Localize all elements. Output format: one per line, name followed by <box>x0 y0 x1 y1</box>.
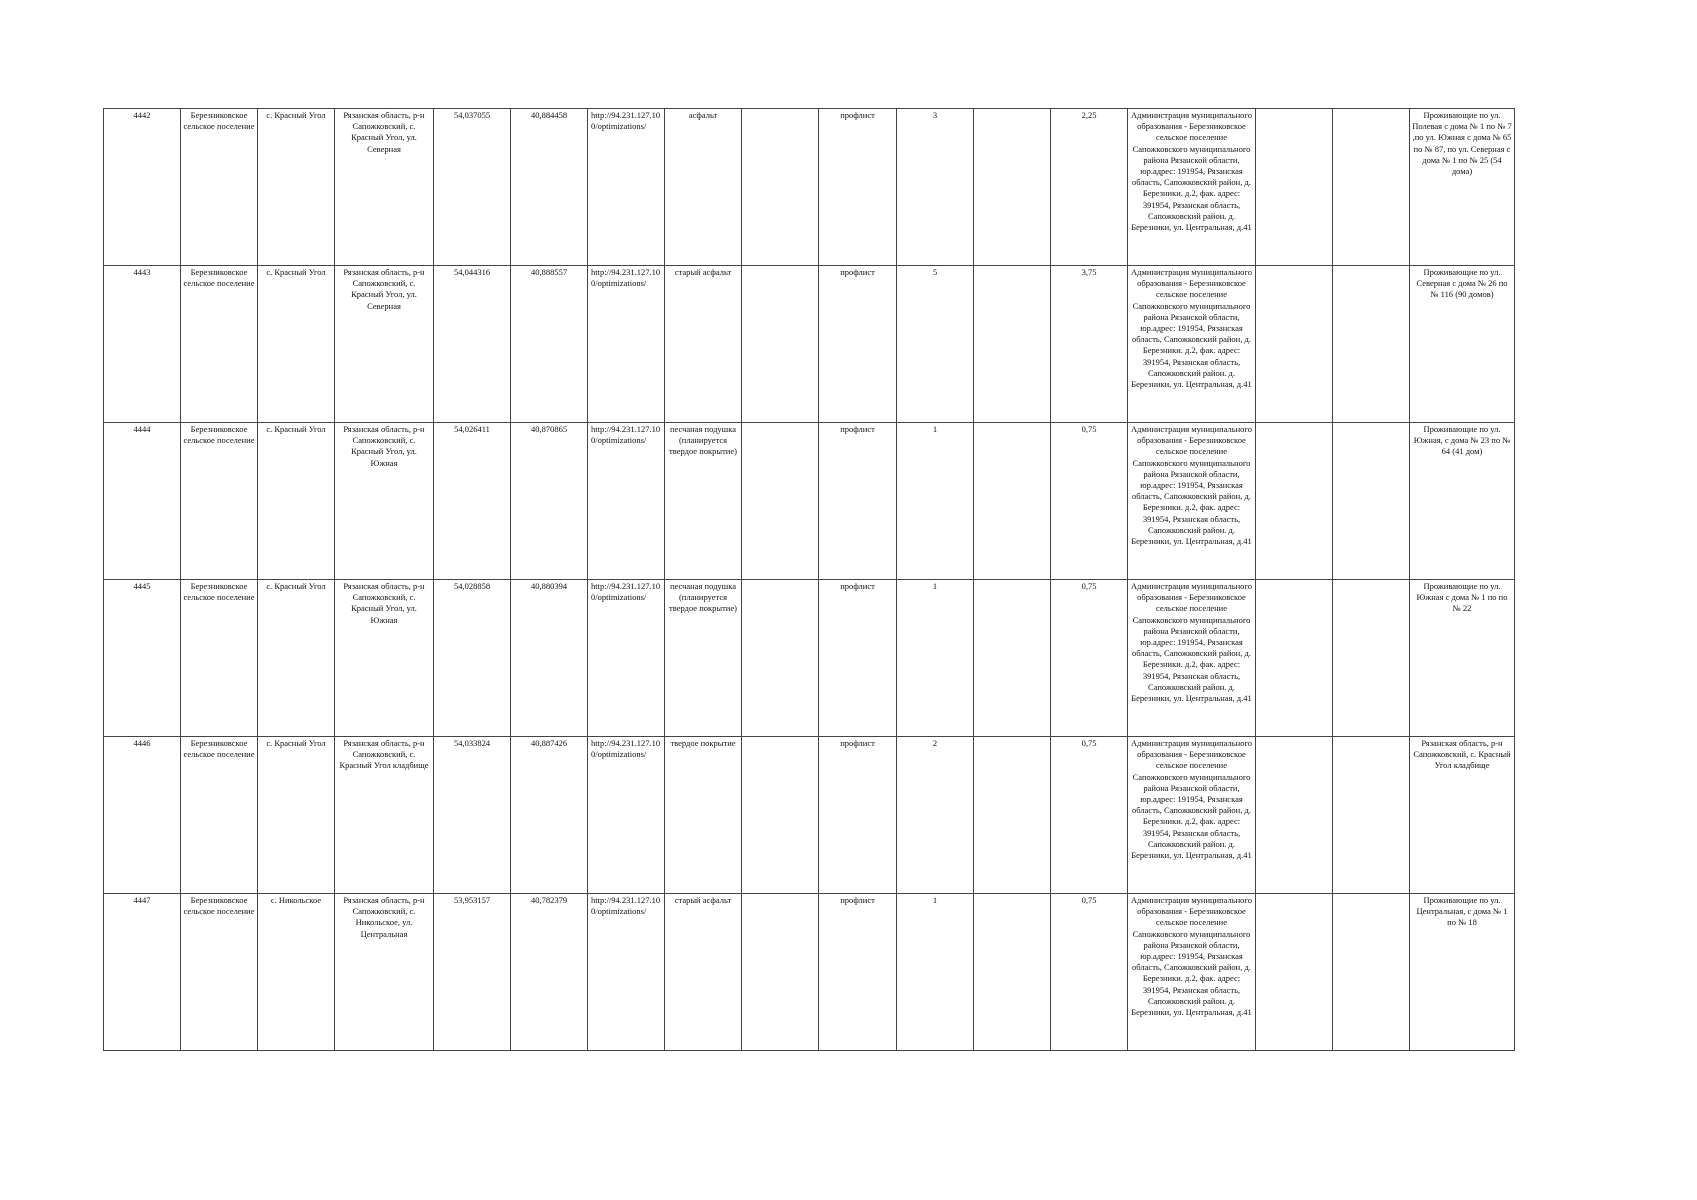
cell-empty <box>1256 737 1333 894</box>
cell-locality: с. Красный Угол <box>258 266 335 423</box>
cell-address: Рязанская область, р-н Сапожковский, с. Красный Угол кладбище <box>335 737 434 894</box>
cell-locality: с. Никольское <box>258 894 335 1051</box>
cell-address: Рязанская область, р-н Сапожковский, с. Красный Угол, ул. Южная <box>335 580 434 737</box>
cell-empty <box>974 423 1051 580</box>
cell-empty <box>1256 580 1333 737</box>
cell-empty <box>1333 737 1410 894</box>
cell-address: Рязанская область, р-н Сапожковский, с. Никольское, ул. Центральная <box>335 894 434 1051</box>
cell-empty <box>742 580 819 737</box>
cell-container-count: 5 <box>897 266 974 423</box>
cell-served-area: Проживающие по ул. Южная, с дома № 23 по № 64 (41 дом) <box>1410 423 1515 580</box>
cell-material: профлист <box>819 580 897 737</box>
cell-material: профлист <box>819 737 897 894</box>
cell-settlement: Березниковское сельское поселение <box>181 109 258 266</box>
cell-latitude: 54,044316 <box>434 266 511 423</box>
cell-settlement: Березниковское сельское поселение <box>181 894 258 1051</box>
cell-longitude: 40,870865 <box>511 423 588 580</box>
cell-empty <box>974 580 1051 737</box>
cell-empty <box>1333 580 1410 737</box>
table-row <box>104 894 1515 1051</box>
cell-owner: Администрация муниципального образования - Березниковское сельское поселение Сапожковского муниципального района Рязанской области, юр.адрес: 191954, Рязанская область, Сапожковский район, д. Березники. д.2, фак. адрес: 391954, Рязанская область, Сапожковский район. д. Березники, ул. Центральная, д.41 <box>1128 737 1256 894</box>
cell-material: профлист <box>819 266 897 423</box>
cell-container-count: 1 <box>897 894 974 1051</box>
cell-owner: Администрация муниципального образования - Березниковское сельское поселение Сапожковского муниципального района Рязанской области, юр.адрес: 191954, Рязанская область, Сапожковский район, д. Березники. д.2, фак. адрес: 391954, Рязанская область, Сапожковский район. д. Березники, ул. Центральная, д.41 <box>1128 266 1256 423</box>
cell-address: Рязанская область, р-н Сапожковский, с. Красный Угол, ул. Северная <box>335 109 434 266</box>
cell-url: http://94.231.127.10 0/optimizations/ <box>588 266 665 423</box>
cell-locality: с. Красный Угол <box>258 580 335 737</box>
cell-empty <box>974 894 1051 1051</box>
table-row <box>104 109 1515 266</box>
cell-empty <box>1256 266 1333 423</box>
cell-empty <box>1256 109 1333 266</box>
cell-empty <box>974 266 1051 423</box>
cell-url: http://94.231.127.10 0/optimizations/ <box>588 580 665 737</box>
cell-latitude: 54,026411 <box>434 423 511 580</box>
cell-surface: твердое покрытие <box>665 737 742 894</box>
table-row <box>104 737 1515 894</box>
cell-settlement: Березниковское сельское поселение <box>181 737 258 894</box>
cell-url: http://94.231.127.10 0/optimizations/ <box>588 737 665 894</box>
cell-served-area: Рязанская область, р-н Сапожковский, с. Красный Угол кладбище <box>1410 737 1515 894</box>
cell-volume: 3,75 <box>1051 266 1128 423</box>
cell-longitude: 40,884458 <box>511 109 588 266</box>
cell-empty <box>1256 423 1333 580</box>
cell-address: Рязанская область, р-н Сапожковский, с. Красный Угол, ул. Северная <box>335 266 434 423</box>
cell-empty <box>742 109 819 266</box>
cell-surface: старый асфальт <box>665 894 742 1051</box>
cell-empty <box>1256 894 1333 1051</box>
cell-url: http://94.231.127.10 0/optimizations/ <box>588 109 665 266</box>
cell-material: профлист <box>819 109 897 266</box>
cell-volume: 0,75 <box>1051 580 1128 737</box>
cell-settlement: Березниковское сельское поселение <box>181 580 258 737</box>
cell-material: профлист <box>819 423 897 580</box>
cell-volume: 0,75 <box>1051 423 1128 580</box>
cell-longitude: 40,888557 <box>511 266 588 423</box>
cell-empty <box>974 737 1051 894</box>
table-row <box>104 423 1515 580</box>
cell-owner: Администрация муниципального образования - Березниковское сельское поселение Сапожковского муниципального района Рязанской области, юр.адрес: 191954, Рязанская область, Сапожковский район, д. Березники. д.2, фак. адрес: 391954, Рязанская область, Сапожковский район. д. Березники, ул. Центральная, д.41 <box>1128 109 1256 266</box>
cell-volume: 2,25 <box>1051 109 1128 266</box>
cell-empty <box>1333 894 1410 1051</box>
cell-owner: Администрация муниципального образования - Березниковское сельское поселение Сапожковского муниципального района Рязанской области, юр.адрес: 191954, Рязанская область, Сапожковский район, д. Березники. д.2, фак. адрес: 391954, Рязанская область, Сапожковский район. д. Березники, ул. Центральная, д.41 <box>1128 580 1256 737</box>
cell-url: http://94.231.127.10 0/optimizations/ <box>588 894 665 1051</box>
cell-settlement: Березниковское сельское поселение <box>181 266 258 423</box>
cell-empty <box>974 109 1051 266</box>
cell-container-count: 1 <box>897 580 974 737</box>
cell-served-area: Проживающие по ул. Полевая с дома № 1 по № 7 ,по ул. Южная с дома № 65 по № 87, по ул. Северная с дома № 1 по № 25 (54 дома) <box>1410 109 1515 266</box>
cell-id: 4447 <box>104 894 181 1051</box>
cell-owner: Администрация муниципального образования - Березниковское сельское поселение Сапожковского муниципального района Рязанской области, юр.адрес: 191954, Рязанская область, Сапожковский район, д. Березники. д.2, фак. адрес: 391954, Рязанская область, Сапожковский район. д. Березники, ул. Центральная, д.41 <box>1128 894 1256 1051</box>
cell-material: профлист <box>819 894 897 1051</box>
cell-empty <box>1333 109 1410 266</box>
cell-latitude: 54,033824 <box>434 737 511 894</box>
cell-surface: асфальт <box>665 109 742 266</box>
cell-volume: 0,75 <box>1051 737 1128 894</box>
cell-empty <box>1333 266 1410 423</box>
cell-surface: старый асфальт <box>665 266 742 423</box>
cell-id: 4443 <box>104 266 181 423</box>
cell-locality: с. Красный Угол <box>258 737 335 894</box>
registry-table <box>103 108 1515 1051</box>
cell-latitude: 53,953157 <box>434 894 511 1051</box>
cell-served-area: Проживающие по ул. Южная с дома № 1 по по № 22 <box>1410 580 1515 737</box>
cell-empty <box>1333 423 1410 580</box>
cell-longitude: 40,782379 <box>511 894 588 1051</box>
cell-owner: Администрация муниципального образования - Березниковское сельское поселение Сапожковского муниципального района Рязанской области, юр.адрес: 191954, Рязанская область, Сапожковский район, д. Березники. д.2, фак. адрес: 391954, Рязанская область, Сапожковский район. д. Березники, ул. Центральная, д.41 <box>1128 423 1256 580</box>
cell-volume: 0,75 <box>1051 894 1128 1051</box>
cell-longitude: 40,880394 <box>511 580 588 737</box>
cell-id: 4445 <box>104 580 181 737</box>
registry-rows <box>104 109 1515 1051</box>
cell-locality: с. Красный Угол <box>258 109 335 266</box>
table-row <box>104 580 1515 737</box>
cell-empty <box>742 266 819 423</box>
cell-id: 4442 <box>104 109 181 266</box>
cell-locality: с. Красный Угол <box>258 423 335 580</box>
cell-latitude: 54,037055 <box>434 109 511 266</box>
cell-latitude: 54,028858 <box>434 580 511 737</box>
cell-served-area: Проживающие по ул. Центральная, с дома № 1 по № 18 <box>1410 894 1515 1051</box>
cell-served-area: Проживающие по ул. Северная с дома № 26 по № 116 (90 домов) <box>1410 266 1515 423</box>
cell-empty <box>742 423 819 580</box>
cell-empty <box>742 737 819 894</box>
cell-container-count: 3 <box>897 109 974 266</box>
cell-id: 4446 <box>104 737 181 894</box>
cell-id: 4444 <box>104 423 181 580</box>
cell-address: Рязанская область, р-н Сапожковский, с. Красный Угол, ул. Южная <box>335 423 434 580</box>
cell-longitude: 40,887426 <box>511 737 588 894</box>
cell-empty <box>742 894 819 1051</box>
cell-container-count: 2 <box>897 737 974 894</box>
table-row <box>104 266 1515 423</box>
cell-container-count: 1 <box>897 423 974 580</box>
cell-surface: песчаная подушка (планируется твердое покрытие) <box>665 423 742 580</box>
cell-settlement: Березниковское сельское поселение <box>181 423 258 580</box>
cell-url: http://94.231.127.10 0/optimizations/ <box>588 423 665 580</box>
cell-surface: песчаная подушка (планируется твердое покрытие) <box>665 580 742 737</box>
